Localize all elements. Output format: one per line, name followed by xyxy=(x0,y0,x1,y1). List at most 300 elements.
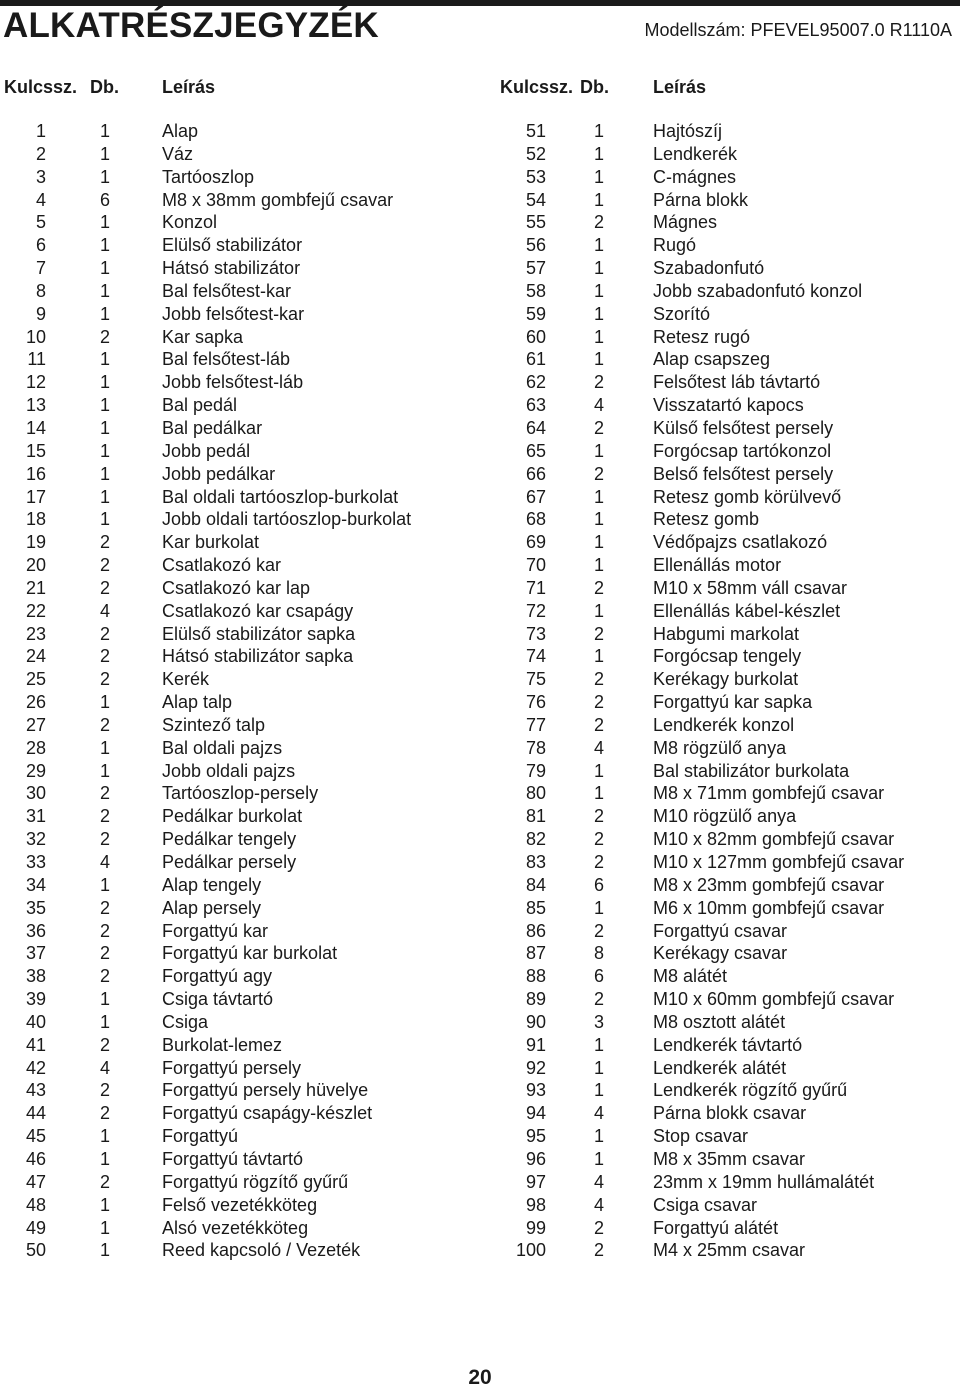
part-key: 95 xyxy=(525,1126,546,1147)
part-qty: 1 xyxy=(99,417,110,438)
part-desc: Csatlakozó kar lap xyxy=(162,577,311,598)
part-qty: 2 xyxy=(99,326,110,347)
part-desc: 23mm x 19mm hullámalátét xyxy=(653,1171,875,1192)
part-desc: Szorító xyxy=(653,303,711,324)
part-qty: 2 xyxy=(593,372,604,393)
table-row xyxy=(480,348,940,371)
part-desc: Párna blokk csavar xyxy=(653,1103,807,1124)
part-desc: Csiga csavar xyxy=(653,1194,758,1215)
table-row xyxy=(0,600,460,623)
part-key: 5 xyxy=(35,212,46,233)
part-key: 32 xyxy=(25,829,46,850)
left-key-header: Kulcssz. xyxy=(4,77,78,97)
part-qty: 1 xyxy=(593,121,604,141)
table-row xyxy=(0,577,460,600)
part-key: 87 xyxy=(525,943,546,964)
part-qty: 2 xyxy=(593,692,604,713)
part-qty: 1 xyxy=(593,760,604,781)
parts-table-left xyxy=(0,120,460,1262)
part-desc: Jobb szabadonfutó konzol xyxy=(653,280,863,301)
table-row xyxy=(0,668,460,691)
part-desc: Rugó xyxy=(653,235,697,256)
part-qty: 1 xyxy=(99,166,110,187)
table-row xyxy=(480,371,940,394)
part-key: 25 xyxy=(25,669,46,690)
part-qty: 4 xyxy=(593,1171,604,1192)
table-row xyxy=(480,1125,940,1148)
part-qty: 1 xyxy=(593,189,604,210)
part-desc: Forgattyú rögzítő gyűrű xyxy=(162,1171,349,1192)
part-desc: Elülső stabilizátor xyxy=(162,235,303,256)
part-qty: 2 xyxy=(593,623,604,644)
part-desc: Bal felsőtest-láb xyxy=(162,349,291,370)
part-qty: 1 xyxy=(99,486,110,507)
part-key: 61 xyxy=(525,349,546,370)
part-qty: 1 xyxy=(593,303,604,324)
part-qty: 6 xyxy=(593,966,604,987)
table-row xyxy=(0,1102,460,1125)
part-qty: 2 xyxy=(593,1217,604,1238)
part-qty: 1 xyxy=(593,897,604,918)
part-desc: Forgócsap tengely xyxy=(653,646,802,667)
part-qty: 1 xyxy=(593,509,604,530)
part-key: 100 xyxy=(515,1240,546,1261)
part-qty: 2 xyxy=(99,1171,110,1192)
part-desc: Forgattyú agy xyxy=(162,966,273,987)
part-desc: Hajtószíj xyxy=(653,121,723,141)
part-desc: Pedálkar persely xyxy=(162,852,297,872)
part-desc: Pedálkar tengely xyxy=(162,829,297,850)
part-desc: Forgattyú kar burkolat xyxy=(162,943,338,964)
part-desc: Bal oldali tartóoszlop-burkolat xyxy=(162,486,399,507)
table-row xyxy=(0,554,460,577)
part-desc: Jobb pedál xyxy=(162,440,251,461)
part-key: 35 xyxy=(25,897,46,918)
part-qty: 2 xyxy=(593,463,604,484)
part-key: 41 xyxy=(25,1034,46,1055)
table-row xyxy=(480,1102,940,1125)
part-key: 8 xyxy=(35,280,46,301)
page-title: ALKATRÉSZJEGYZÉK xyxy=(3,6,379,45)
table-row xyxy=(0,1011,460,1034)
part-desc: Burkolat-lemez xyxy=(162,1034,283,1055)
part-desc: Csiga xyxy=(162,1011,209,1032)
table-row xyxy=(0,965,460,988)
part-qty: 6 xyxy=(99,189,110,210)
table-row xyxy=(480,851,940,874)
table-row xyxy=(480,257,940,280)
part-key: 77 xyxy=(525,714,546,735)
part-key: 54 xyxy=(525,189,546,210)
right-desc-header: Leírás xyxy=(653,77,707,97)
table-row xyxy=(480,463,940,486)
table-row xyxy=(480,668,940,691)
part-desc: Forgattyú kar xyxy=(162,920,269,941)
part-qty: 2 xyxy=(593,806,604,827)
part-qty: 1 xyxy=(99,1194,110,1215)
part-key: 56 xyxy=(525,235,546,256)
part-desc: M8 rögzülő anya xyxy=(653,737,787,758)
part-key: 2 xyxy=(35,143,46,164)
model-number: Modellszám: PFEVEL95007.0 R1110A xyxy=(644,20,952,40)
table-row xyxy=(480,143,940,166)
table-row xyxy=(480,920,940,943)
part-qty: 1 xyxy=(99,258,110,279)
part-key: 57 xyxy=(525,258,546,279)
part-desc: Védőpajzs csatlakozó xyxy=(653,532,828,553)
table-row xyxy=(0,440,460,463)
part-desc: Jobb oldali pajzs xyxy=(162,760,296,781)
table-row xyxy=(0,280,460,303)
table-row xyxy=(0,234,460,257)
table-row xyxy=(480,988,940,1011)
part-key: 16 xyxy=(25,463,46,484)
part-key: 85 xyxy=(525,897,546,918)
table-row xyxy=(0,1057,460,1080)
part-qty: 2 xyxy=(99,806,110,827)
part-desc: Lendkerék xyxy=(653,143,738,164)
part-qty: 2 xyxy=(99,577,110,598)
part-qty: 1 xyxy=(593,783,604,804)
part-qty: 1 xyxy=(99,463,110,484)
table-row xyxy=(0,1194,460,1217)
part-qty: 1 xyxy=(593,600,604,621)
part-qty: 1 xyxy=(99,121,110,141)
table-row xyxy=(480,211,940,234)
part-qty: 1 xyxy=(593,1126,604,1147)
part-desc: M10 x 127mm gombfejű csavar xyxy=(653,852,905,872)
table-row xyxy=(480,303,940,326)
part-desc: Forgócsap tartókonzol xyxy=(653,440,832,461)
part-key: 34 xyxy=(25,874,46,895)
part-key: 40 xyxy=(25,1011,46,1032)
table-row xyxy=(480,737,940,760)
part-key: 59 xyxy=(525,303,546,324)
part-key: 67 xyxy=(525,486,546,507)
table-row xyxy=(0,348,460,371)
table-row xyxy=(480,1011,940,1034)
part-desc: Forgattyú xyxy=(162,1126,239,1147)
part-key: 58 xyxy=(525,280,546,301)
table-row xyxy=(480,897,940,920)
table-row xyxy=(480,714,940,737)
table-row xyxy=(0,988,460,1011)
part-qty: 1 xyxy=(593,440,604,461)
part-key: 90 xyxy=(525,1011,546,1032)
part-key: 1 xyxy=(35,121,46,141)
part-key: 74 xyxy=(525,646,546,667)
part-key: 19 xyxy=(25,532,46,553)
part-qty: 1 xyxy=(593,143,604,164)
part-desc: Forgattyú távtartó xyxy=(162,1148,304,1169)
table-row xyxy=(0,623,460,646)
part-desc: M8 alátét xyxy=(653,966,728,987)
part-key: 6 xyxy=(35,235,46,256)
part-qty: 1 xyxy=(593,486,604,507)
part-desc: Lendkerék távtartó xyxy=(653,1034,803,1055)
part-key: 38 xyxy=(25,966,46,987)
table-row xyxy=(480,554,940,577)
part-key: 37 xyxy=(25,943,46,964)
part-key: 66 xyxy=(525,463,546,484)
part-key: 94 xyxy=(525,1103,546,1124)
table-row xyxy=(480,1239,940,1262)
table-row xyxy=(0,1079,460,1102)
part-qty: 1 xyxy=(99,235,110,256)
part-desc: Váz xyxy=(162,143,194,164)
part-desc: Kar burkolat xyxy=(162,532,260,553)
part-key: 47 xyxy=(25,1171,46,1192)
part-key: 69 xyxy=(525,532,546,553)
table-row xyxy=(480,486,940,509)
part-key: 29 xyxy=(25,760,46,781)
part-desc: Elülső stabilizátor sapka xyxy=(162,623,356,644)
part-qty: 1 xyxy=(593,646,604,667)
part-key: 98 xyxy=(525,1194,546,1215)
table-row xyxy=(0,851,460,874)
part-qty: 1 xyxy=(99,349,110,370)
table-row xyxy=(0,1171,460,1194)
part-qty: 2 xyxy=(99,783,110,804)
table-row xyxy=(480,600,940,623)
table-row xyxy=(480,942,940,965)
part-key: 82 xyxy=(525,829,546,850)
part-key: 45 xyxy=(25,1126,46,1147)
part-key: 33 xyxy=(25,852,46,872)
part-desc: M10 rögzülő anya xyxy=(653,806,797,827)
part-key: 73 xyxy=(525,623,546,644)
part-key: 70 xyxy=(525,555,546,576)
table-row xyxy=(0,417,460,440)
table-row xyxy=(480,1148,940,1171)
table-row xyxy=(0,486,460,509)
part-key: 86 xyxy=(525,920,546,941)
part-key: 52 xyxy=(525,143,546,164)
part-qty: 2 xyxy=(99,714,110,735)
part-desc: Csatlakozó kar xyxy=(162,555,282,576)
part-key: 46 xyxy=(25,1148,46,1169)
part-desc: Visszatartó kapocs xyxy=(653,395,804,416)
part-key: 12 xyxy=(25,372,46,393)
table-row xyxy=(0,211,460,234)
part-key: 39 xyxy=(25,989,46,1010)
part-key: 51 xyxy=(525,121,546,141)
part-key: 23 xyxy=(25,623,46,644)
table-row xyxy=(480,1171,940,1194)
part-desc: M8 x 23mm gombfejű csavar xyxy=(653,874,885,895)
table-row xyxy=(480,782,940,805)
part-key: 4 xyxy=(35,189,46,210)
part-qty: 4 xyxy=(593,1194,604,1215)
part-desc: Konzol xyxy=(162,212,218,233)
part-desc: C-mágnes xyxy=(653,166,737,187)
part-key: 78 xyxy=(525,737,546,758)
part-desc: Forgattyú persely xyxy=(162,1057,302,1078)
table-row xyxy=(0,1125,460,1148)
part-desc: Bal felsőtest-kar xyxy=(162,280,292,301)
part-desc: Stop csavar xyxy=(653,1126,749,1147)
part-key: 15 xyxy=(25,440,46,461)
part-desc: Alap persely xyxy=(162,897,262,918)
part-desc: Habgumi markolat xyxy=(653,623,800,644)
part-key: 92 xyxy=(525,1057,546,1078)
part-desc: Forgattyú csapágy-készlet xyxy=(162,1103,373,1124)
part-qty: 1 xyxy=(593,532,604,553)
part-desc: Forgattyú persely hüvelye xyxy=(162,1080,369,1101)
part-key: 97 xyxy=(525,1171,546,1192)
table-row xyxy=(0,508,460,531)
table-row xyxy=(0,828,460,851)
part-qty: 1 xyxy=(99,372,110,393)
part-qty: 2 xyxy=(99,555,110,576)
part-qty: 1 xyxy=(593,258,604,279)
part-desc: Felső vezetékköteg xyxy=(162,1194,318,1215)
part-qty: 2 xyxy=(99,646,110,667)
table-row xyxy=(0,874,460,897)
part-key: 13 xyxy=(25,395,46,416)
part-key: 22 xyxy=(25,600,46,621)
parts-table-right xyxy=(480,120,940,1262)
part-qty: 2 xyxy=(593,714,604,735)
part-key: 99 xyxy=(525,1217,546,1238)
part-key: 48 xyxy=(25,1194,46,1215)
table-row xyxy=(480,166,940,189)
table-row xyxy=(0,782,460,805)
table-row xyxy=(0,760,460,783)
part-key: 20 xyxy=(25,555,46,576)
part-qty: 2 xyxy=(99,829,110,850)
part-qty: 1 xyxy=(593,1057,604,1078)
table-row xyxy=(0,166,460,189)
part-qty: 1 xyxy=(99,760,110,781)
part-desc: M6 x 10mm gombfejű csavar xyxy=(653,897,885,918)
part-qty: 1 xyxy=(99,1126,110,1147)
part-qty: 1 xyxy=(593,166,604,187)
part-qty: 1 xyxy=(99,692,110,713)
part-key: 24 xyxy=(25,646,46,667)
table-row xyxy=(0,189,460,212)
table-row xyxy=(480,280,940,303)
part-key: 9 xyxy=(35,303,46,324)
part-desc: Alap talp xyxy=(162,692,233,713)
table-row xyxy=(0,737,460,760)
part-desc: Tartóoszlop-persely xyxy=(162,783,319,804)
page-number: 20 xyxy=(468,1366,492,1389)
table-row xyxy=(0,714,460,737)
part-desc: Kerékagy burkolat xyxy=(653,669,799,690)
part-key: 55 xyxy=(525,212,546,233)
part-desc: M10 x 60mm gombfejű csavar xyxy=(653,989,895,1010)
part-qty: 2 xyxy=(99,1080,110,1101)
part-qty: 1 xyxy=(99,1217,110,1238)
table-row xyxy=(480,1057,940,1080)
left-desc-header: Leírás xyxy=(162,77,216,97)
part-key: 71 xyxy=(525,577,546,598)
part-desc: Bal oldali pajzs xyxy=(162,737,283,758)
part-key: 53 xyxy=(525,166,546,187)
part-key: 14 xyxy=(25,417,46,438)
table-row xyxy=(0,326,460,349)
part-desc: Belső felsőtest persely xyxy=(653,463,834,484)
part-desc: Jobb pedálkar xyxy=(162,463,276,484)
part-qty: 2 xyxy=(99,532,110,553)
table-row xyxy=(480,965,940,988)
part-key: 49 xyxy=(25,1217,46,1238)
part-desc: Külső felsőtest persely xyxy=(653,417,834,438)
table-row xyxy=(0,805,460,828)
part-desc: Ellenállás kábel-készlet xyxy=(653,600,841,621)
part-desc: Bal stabilizátor burkolata xyxy=(653,760,850,781)
part-qty: 4 xyxy=(593,395,604,416)
part-qty: 2 xyxy=(99,669,110,690)
table-row xyxy=(480,828,940,851)
part-qty: 4 xyxy=(593,737,604,758)
table-row xyxy=(480,1194,940,1217)
part-qty: 1 xyxy=(99,1240,110,1261)
table-row xyxy=(0,463,460,486)
part-desc: Jobb oldali tartóoszlop-burkolat xyxy=(162,509,412,530)
table-row xyxy=(480,1034,940,1057)
part-qty: 1 xyxy=(593,555,604,576)
part-qty: 6 xyxy=(593,874,604,895)
part-key: 91 xyxy=(525,1034,546,1055)
part-desc: Lendkerék alátét xyxy=(653,1057,787,1078)
part-desc: Alsó vezetékköteg xyxy=(162,1217,309,1238)
part-qty: 2 xyxy=(99,966,110,987)
part-qty: 2 xyxy=(593,417,604,438)
part-key: 11 xyxy=(27,349,46,370)
part-qty: 1 xyxy=(593,1034,604,1055)
part-qty: 1 xyxy=(99,874,110,895)
part-qty: 2 xyxy=(99,920,110,941)
part-desc: Szabadonfutó xyxy=(653,258,765,279)
part-desc: M10 x 58mm váll csavar xyxy=(653,577,848,598)
part-desc: Forgattyú kar sapka xyxy=(653,692,813,713)
table-row xyxy=(0,394,460,417)
table-row xyxy=(480,440,940,463)
part-key: 89 xyxy=(525,989,546,1010)
part-qty: 1 xyxy=(99,395,110,416)
right-qty-header: Db. xyxy=(580,77,609,97)
table-row xyxy=(0,942,460,965)
part-key: 43 xyxy=(25,1080,46,1101)
part-desc: Felsőtest láb távtartó xyxy=(653,372,821,393)
part-desc: Kerék xyxy=(162,669,210,690)
part-key: 17 xyxy=(25,486,46,507)
part-key: 18 xyxy=(25,509,46,530)
table-row xyxy=(0,531,460,554)
table-row xyxy=(0,1217,460,1240)
part-desc: M8 x 38mm gombfejű csavar xyxy=(162,189,394,210)
part-key: 10 xyxy=(25,326,46,347)
part-desc: Tartóoszlop xyxy=(162,166,255,187)
part-desc: Csiga távtartó xyxy=(162,989,274,1010)
part-desc: M8 x 35mm csavar xyxy=(653,1148,806,1169)
table-row xyxy=(0,691,460,714)
part-qty: 8 xyxy=(593,943,604,964)
part-qty: 1 xyxy=(593,349,604,370)
table-row xyxy=(480,691,940,714)
part-desc: Csatlakozó kar csapágy xyxy=(162,600,354,621)
part-qty: 1 xyxy=(593,326,604,347)
part-qty: 4 xyxy=(593,1103,604,1124)
part-key: 81 xyxy=(525,806,546,827)
part-key: 44 xyxy=(25,1103,46,1124)
part-key: 7 xyxy=(35,258,46,279)
part-key: 80 xyxy=(525,783,546,804)
part-desc: Forgattyú alátét xyxy=(653,1217,779,1238)
part-key: 72 xyxy=(525,600,546,621)
